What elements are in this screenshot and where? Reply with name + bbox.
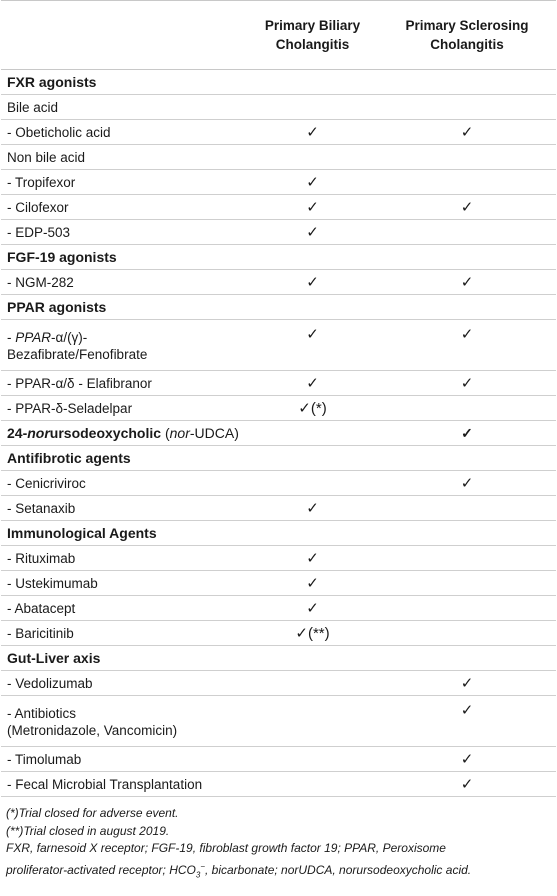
- label-fragment: nor: [169, 424, 190, 441]
- table-row: [1, 270, 556, 295]
- row-label: FXR agonists: [1, 70, 247, 95]
- psc-mark: ✓: [378, 671, 556, 696]
- table-row: [1, 170, 556, 195]
- row-label-line1: - Antibiotics: [7, 706, 77, 721]
- row-label-line2: Bezafibrate/Fenofibrate: [7, 347, 148, 362]
- table-row: [1, 220, 556, 245]
- row-label: Antifibrotic agents: [1, 446, 247, 471]
- table-row: [1, 496, 556, 521]
- pbc-mark: ✓: [247, 371, 378, 396]
- pbc-mark: ✓: [247, 320, 378, 371]
- pbc-mark: [247, 696, 378, 747]
- pbc-mark: ✓(**): [247, 621, 378, 646]
- psc-mark: ✓: [378, 320, 556, 371]
- table-row: [1, 696, 556, 747]
- pbc-mark: ✓(*): [247, 396, 378, 421]
- label-fragment: -: [7, 330, 16, 345]
- pbc-mark: ✓: [247, 195, 378, 220]
- row-label: - Rituximab: [1, 546, 247, 571]
- row-label: - Abatacept: [1, 596, 247, 621]
- header-empty: [1, 1, 247, 70]
- pbc-mark: [247, 521, 378, 546]
- pbc-mark: [247, 446, 378, 471]
- psc-mark: [378, 396, 556, 421]
- section-row: [1, 521, 556, 546]
- pbc-mark: [247, 145, 378, 170]
- pbc-mark: [247, 95, 378, 120]
- psc-mark: [378, 70, 556, 95]
- table-row: [1, 546, 556, 571]
- psc-mark: ✓: [378, 371, 556, 396]
- table-row: [1, 120, 556, 145]
- section-row: [1, 70, 556, 95]
- psc-mark: [378, 95, 556, 120]
- table-row: [1, 621, 556, 646]
- row-label: - NGM-282: [1, 270, 247, 295]
- row-label: - Cenicriviroc: [1, 471, 247, 496]
- row-label: - PPAR-α/δ - Elafibranor: [1, 371, 247, 396]
- row-label: [1, 421, 247, 446]
- header-pbc: Primary Biliary Cholangitis: [247, 1, 378, 70]
- pbc-mark: ✓: [247, 270, 378, 295]
- psc-mark: [378, 571, 556, 596]
- table-row: [1, 596, 556, 621]
- psc-mark: ✓: [378, 747, 556, 772]
- pbc-mark: [247, 295, 378, 320]
- pbc-mark: [247, 471, 378, 496]
- table-row: [1, 371, 556, 396]
- row-label: - EDP-503: [1, 220, 247, 245]
- row-label: PPAR agonists: [1, 295, 247, 320]
- row-label: FGF-19 agonists: [1, 245, 247, 270]
- psc-mark: [378, 220, 556, 245]
- pbc-mark: [247, 70, 378, 95]
- table-row: [1, 747, 556, 772]
- psc-mark: [378, 446, 556, 471]
- row-label: - Baricitinib: [1, 621, 247, 646]
- psc-mark: [378, 621, 556, 646]
- psc-mark: ✓: [378, 772, 556, 797]
- label-fragment: -UDCA): [189, 424, 239, 441]
- table-row: [1, 471, 556, 496]
- psc-mark: ✓: [378, 421, 556, 446]
- psc-mark: [378, 546, 556, 571]
- psc-mark: ✓: [378, 270, 556, 295]
- table-row: [1, 320, 556, 371]
- label-fragment: (: [161, 424, 170, 441]
- header-psc: Primary Sclerosing Cholangitis: [378, 1, 556, 70]
- row-label: - PPAR-δ-Seladelpar: [1, 396, 247, 421]
- table-row: [1, 396, 556, 421]
- table-footnotes: [0, 797, 557, 883]
- pbc-mark: [247, 421, 378, 446]
- psc-mark: [378, 496, 556, 521]
- footnote-1: (*)Trial closed for adverse event.: [6, 806, 179, 820]
- pbc-mark: [247, 747, 378, 772]
- row-label-line2: (Metronidazole, Vancomicin): [7, 723, 178, 738]
- pbc-mark: ✓: [247, 496, 378, 521]
- row-label: [1, 696, 247, 747]
- row-label: [1, 320, 247, 371]
- row-label: Non bile acid: [1, 145, 247, 170]
- section-row: [1, 421, 556, 446]
- footnote-hco3-sub: 3: [195, 869, 201, 879]
- label-fragment: -α/(γ)-: [51, 330, 88, 345]
- row-label: - Obeticholic acid: [1, 120, 247, 145]
- psc-mark: ✓: [378, 195, 556, 220]
- row-label: - Setanaxib: [1, 496, 247, 521]
- pbc-mark: ✓: [247, 546, 378, 571]
- row-label: - Fecal Microbial Transplantation: [1, 772, 247, 797]
- pbc-mark: ✓: [247, 596, 378, 621]
- pbc-mark: ✓: [247, 170, 378, 195]
- table-row: [1, 195, 556, 220]
- pbc-mark: [247, 671, 378, 696]
- psc-mark: [378, 646, 556, 671]
- psc-mark: [378, 295, 556, 320]
- label-fragment: 24-: [7, 424, 28, 441]
- psc-mark: [378, 596, 556, 621]
- section-row: [1, 295, 556, 320]
- pbc-mark: [247, 646, 378, 671]
- pbc-mark: ✓: [247, 120, 378, 145]
- table-row: [1, 571, 556, 596]
- section-row: [1, 646, 556, 671]
- table-row: [1, 95, 556, 120]
- pbc-mark: ✓: [247, 220, 378, 245]
- label-fragment: nor: [27, 424, 50, 441]
- row-label: Bile acid: [1, 95, 247, 120]
- footnote-abbrev-2: [6, 858, 551, 884]
- pbc-mark: [247, 772, 378, 797]
- footnote-2: (**)Trial closed in august 2019.: [6, 823, 170, 838]
- footnote-abbrev-2-prefix: proliferator-activated receptor; HCO: [6, 862, 196, 877]
- row-label: - Timolumab: [1, 747, 247, 772]
- pbc-mark: [247, 245, 378, 270]
- psc-mark: [378, 245, 556, 270]
- psc-mark: [378, 145, 556, 170]
- row-label: - Vedolizumab: [1, 671, 247, 696]
- psc-mark: [378, 170, 556, 195]
- table-row: [1, 671, 556, 696]
- therapy-table: [1, 0, 556, 797]
- row-label: - Ustekimumab: [1, 571, 247, 596]
- row-label: - Tropifexor: [1, 170, 247, 195]
- psc-mark: [378, 521, 556, 546]
- psc-mark: ✓: [378, 696, 556, 747]
- section-row: [1, 446, 556, 471]
- label-fragment: PPAR: [15, 330, 52, 345]
- pbc-mark: ✓: [247, 571, 378, 596]
- header-row: [1, 1, 556, 70]
- row-label-line1: [7, 329, 247, 346]
- footnote-abbrev-2-suffix: , bicarbonate; norUDCA, norursodeoxycholic acid.: [204, 862, 472, 877]
- psc-mark: ✓: [378, 471, 556, 496]
- row-label: - Cilofexor: [1, 195, 247, 220]
- footnote-abbrev-1: FXR, farnesoid X receptor; FGF-19, fibroblast growth factor 19; PPAR, Peroxisome: [6, 841, 446, 855]
- table-row: [1, 145, 556, 170]
- row-label: Immunological Agents: [1, 521, 247, 546]
- label-fragment: ursodeoxycholic: [49, 424, 162, 441]
- row-label: Gut-Liver axis: [1, 646, 247, 671]
- table-row: [1, 772, 556, 797]
- psc-mark: ✓: [378, 120, 556, 145]
- table-body: [1, 70, 556, 797]
- section-row: [1, 245, 556, 270]
- footnote-hco3-sup: −: [200, 861, 205, 871]
